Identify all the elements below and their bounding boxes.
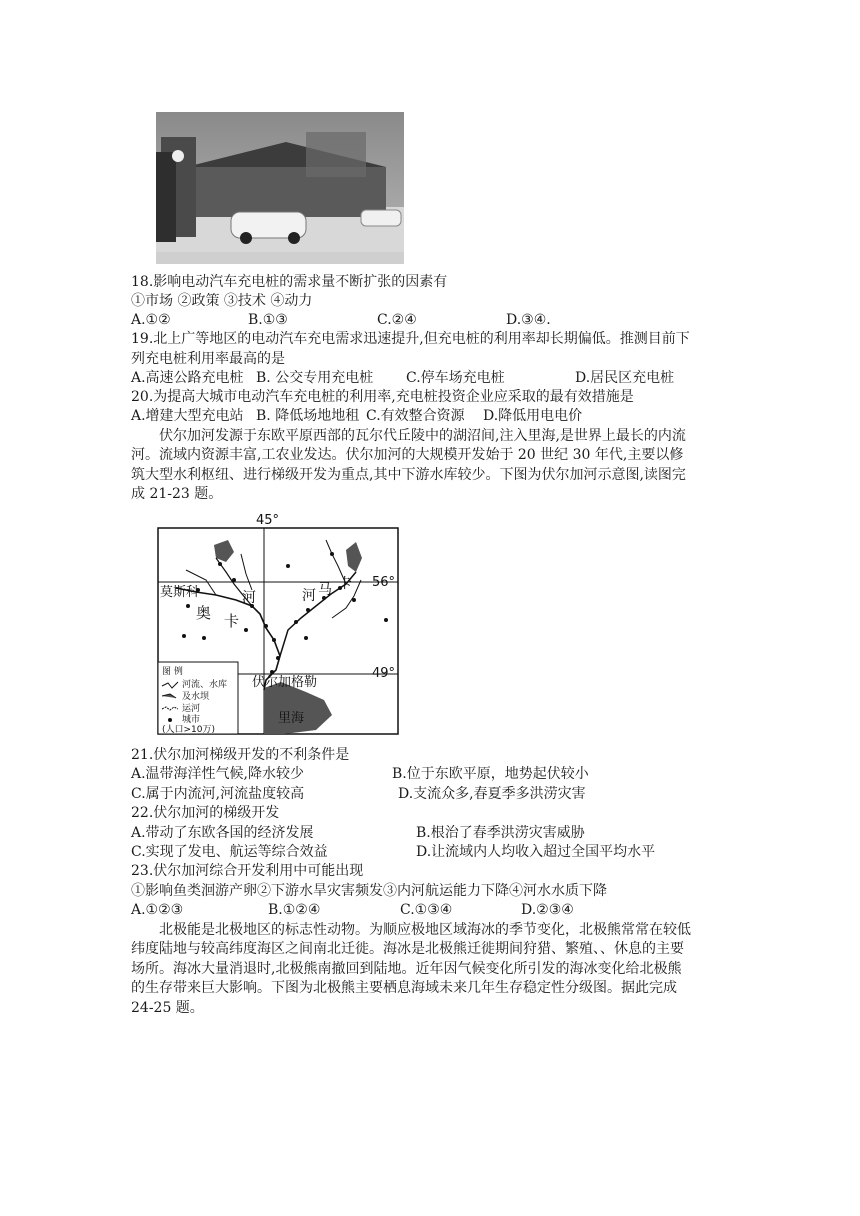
q19-stem-line1: 19.北上广等地区的电动汽车充电需求迅速提升,但充电桩的利用率却长期偏低。推测目前下 <box>131 331 690 347</box>
map-legend-city-note: (人口>10万) <box>162 725 216 735</box>
map-legend-dam: 及水坝 <box>182 692 210 702</box>
map-kama-char-2: 马 <box>318 582 332 598</box>
passage2-line1: 北极能是北极地区的标志性动物。为顺应极地区域海冰的季节变化，北极熊常常在较低 <box>159 922 691 938</box>
q19-stem-line2: 列充电桩利用率最高的是 <box>131 351 285 367</box>
map-latitude-49-label: 49° <box>372 666 396 681</box>
q21-option-a: A.温带海洋性气候,降水较少 <box>131 766 305 782</box>
q18-items: ①市场 ②政策 ③技术 ④动力 <box>131 293 313 309</box>
q19-option-c: C.停车场充电桩 <box>406 370 505 386</box>
q18-option-d: D.③④. <box>506 312 551 328</box>
q19-option-a: A.高速公路充电桩 <box>131 370 244 386</box>
map-kama-char-3: 卡 <box>338 576 352 592</box>
passage2-line2: 纬度陆地与较高纬度海区之间南北迁徙。海冰是北极熊迁徙期间狩猎、繁殖、、休息的主要 <box>131 941 684 957</box>
q23-option-a: A.①②③ <box>131 902 184 918</box>
volga-river-map <box>156 510 412 736</box>
map-longitude-label: 45° <box>256 513 280 528</box>
passage1-line3: 筑大型水利枢纽、进行梯级开发为重点,其中下游水库较少。下图为伏尔加河示意图,读图完 <box>131 467 686 483</box>
q23-option-b: B.①②④ <box>268 902 321 918</box>
map-latitude-56-label: 56° <box>372 575 396 590</box>
passage1-line2: 河。流域内资源丰富,工农业发达。伏尔加河的大规模开发始于 20 世纪 30 年代,主要以修 <box>131 447 684 463</box>
q20-stem: 20.为提高大城市电动汽车充电桩的利用率,充电桩投资企业应采取的最有效措施是 <box>131 389 634 405</box>
passage1-line1: 伏尔加河发源于东欧平原西部的瓦尔代丘陵中的湖沼间,注入里海,是世界上最长的内流 <box>159 428 686 444</box>
q19-option-b: B. 公交专用充电桩 <box>256 370 374 386</box>
map-oka-char-3: 河 <box>242 590 256 606</box>
q23-option-c: C.①③④ <box>400 902 453 918</box>
map-legend-canal: 运河 <box>182 704 201 714</box>
charging-station-photo <box>156 112 404 264</box>
map-oka-char-2: 卡 <box>224 612 240 630</box>
q22-option-d: D.让流域内人均收入超过全国平均水平 <box>416 844 656 860</box>
map-city-moscow: 莫斯科 <box>160 585 200 600</box>
q22-option-a: A.带动了东欧各国的经济发展 <box>131 825 314 841</box>
map-legend-city: 城市 <box>182 715 201 725</box>
q22-option-b: B.根治了春季洪涝灾害威胁 <box>416 825 585 841</box>
map-oka-char-1: 奥 <box>196 604 212 622</box>
map-caspian-sea-label: 里海 <box>278 711 305 726</box>
q18-option-a: A.①② <box>131 312 171 328</box>
q21-option-c: C.属于内流河,河流盐度较高 <box>131 786 305 802</box>
passage1-line4: 成 21-23 题。 <box>131 486 223 502</box>
map-legend-title: 图 例 <box>162 667 183 677</box>
map-kama-char-1: 河 <box>302 588 316 604</box>
q22-option-c: C.实现了发电、航运等综合效益 <box>131 844 328 860</box>
q21-option-b: B.位于东欧平原，地势起伏较小 <box>392 766 589 782</box>
map-city-volgograd: 伏尔加格勒 <box>252 675 318 690</box>
q20-option-a: A.增建大型充电站 <box>131 408 244 424</box>
q21-stem: 21.伏尔加河梯级开发的不利条件是 <box>131 747 350 763</box>
passage2-line3: 场所。海冰大量消退时,北极熊南撤回到陆地。近年因气候变化所引发的海冰变化给北极熊 <box>131 961 682 977</box>
q20-option-b: B. 降低场地地租 <box>256 408 360 424</box>
q23-items: ①影响鱼类洄游产卵②下游水旱灾害频发③内河航运能力下降④河水水质下降 <box>131 883 607 899</box>
passage2-line4: 的生存带来巨大影响。下图为北极熊主要栖息海域未来几年生存稳定性分级图。据此完成 <box>131 980 677 996</box>
q18-option-c: C.②④ <box>377 312 417 328</box>
q19-option-d: D.居民区充电桩 <box>575 370 675 386</box>
q23-option-d: D.②③④ <box>521 902 574 918</box>
q20-option-c: C.有效整合资源 <box>366 408 465 424</box>
q18-option-b: B.①③ <box>248 312 288 328</box>
passage2-line5: 24-25 题。 <box>131 1000 204 1016</box>
q22-stem: 22.伏尔加河的梯级开发 <box>131 805 280 821</box>
q21-option-d: D.支流众多,春夏季多洪涝灾害 <box>398 786 586 802</box>
map-legend-river: 河流、水库 <box>182 680 228 690</box>
q23-stem: 23.伏尔加河综合开发利用中可能出现 <box>131 863 364 879</box>
q18-stem: 18.影响电动汽车充电桩的需求量不断扩张的因素有 <box>131 274 448 290</box>
q20-option-d: D.降低用电电价 <box>483 408 583 424</box>
